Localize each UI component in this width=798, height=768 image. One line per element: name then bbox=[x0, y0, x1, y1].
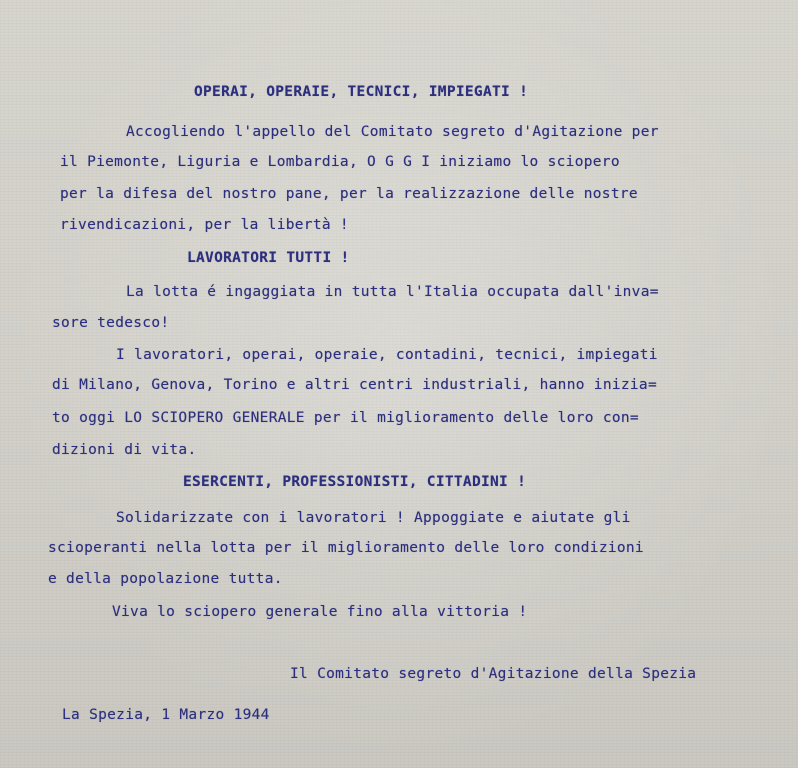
paragraph-3-line-3: to oggi LO SCIOPERO GENERALE per il miglioramento delle loro con= bbox=[52, 410, 639, 426]
paragraph-3-line-2: di Milano, Genova, Torino e altri centri industriali, hanno inizia= bbox=[52, 377, 657, 393]
heading-esercenti: ESERCENTI, PROFESSIONISTI, CITTADINI ! bbox=[183, 474, 527, 490]
paragraph-3-line-1: I lavoratori, operai, operaie, contadini, tecnici, impiegati bbox=[116, 347, 658, 363]
signature-line: Il Comitato segreto d'Agitazione della Spezia bbox=[290, 666, 697, 682]
place-and-date: La Spezia, 1 Marzo 1944 bbox=[62, 707, 270, 723]
document-title: OPERAI, OPERAIE, TECNICI, IMPIEGATI ! bbox=[194, 84, 529, 100]
paragraph-4-line-1: Solidarizzate con i lavoratori ! Appoggiate e aiutate gli bbox=[116, 510, 631, 526]
paragraph-4-line-2: scioperanti nella lotta per il miglioramento delle loro condizioni bbox=[48, 540, 644, 556]
paragraph-2-line-2: sore tedesco! bbox=[52, 315, 170, 331]
paragraph-1-line-2: il Piemonte, Liguria e Lombardia, O G G I iniziamo lo sciopero bbox=[60, 154, 620, 170]
paragraph-1-line-4: rivendicazioni, per la libertà ! bbox=[60, 217, 349, 233]
paragraph-4-line-3: e della popolazione tutta. bbox=[48, 571, 283, 587]
paragraph-2-line-1: La lotta é ingaggiata in tutta l'Italia occupata dall'inva= bbox=[126, 284, 659, 300]
heading-lavoratori: LAVORATORI TUTTI ! bbox=[187, 250, 350, 266]
paragraph-3-line-4: dizioni di vita. bbox=[52, 442, 197, 458]
closing-slogan: Viva lo sciopero generale fino alla vittoria ! bbox=[112, 604, 528, 620]
paragraph-1-line-1: Accogliendo l'appello del Comitato segreto d'Agitazione per bbox=[126, 124, 659, 140]
paragraph-1-line-3: per la difesa del nostro pane, per la realizzazione delle nostre bbox=[60, 186, 638, 202]
